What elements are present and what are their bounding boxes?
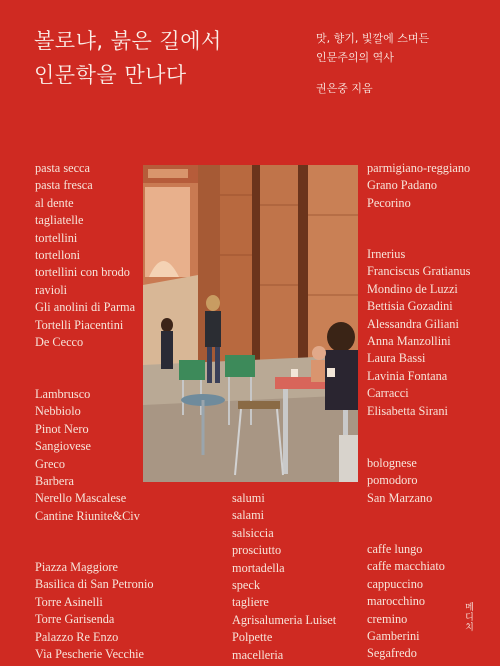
list-item: Nerello Mascalese — [35, 491, 127, 506]
list-item: Polpette — [232, 630, 273, 645]
list-item: San Marzano — [367, 490, 433, 505]
cheese-list — [367, 160, 470, 212]
list-item: pasta fresca — [35, 178, 93, 193]
list-item: Gli anolini di Parma — [35, 300, 136, 315]
list-item: Segafredo — [367, 646, 417, 661]
list-item: Cantine Riunite&Civ — [35, 508, 140, 523]
list-item: pasta secca — [35, 161, 90, 175]
publisher-logo: 메디치 — [463, 602, 473, 632]
list-item: speck — [232, 578, 260, 593]
list-item: Greco — [35, 456, 66, 471]
list-item: Torre Asinelli — [35, 594, 103, 609]
pasta-list — [35, 160, 135, 351]
list-item: Irnerius — [367, 247, 406, 261]
list-item: Agrisalumeria Luiset — [232, 612, 337, 627]
list-item: Laura Bassi — [367, 351, 426, 366]
list-item: Tortelli Piacentini — [35, 317, 124, 332]
wine-list — [35, 386, 140, 525]
list-item: Anna Manzollini — [367, 334, 451, 349]
list-item: Basilica di San Petronio — [35, 577, 154, 592]
list-item: Via Pescherie Vecchie — [35, 647, 144, 662]
list-item: pomodoro — [367, 473, 418, 488]
places-list — [35, 559, 154, 663]
subtitle-line-2: 인문주의의 역사 — [316, 51, 394, 64]
list-item: tortelloni — [35, 248, 81, 263]
list-item: Franciscus Gratianus — [367, 264, 471, 279]
list-item: marocchino — [367, 594, 426, 609]
list-item: ravioli — [35, 282, 68, 297]
sauce-list — [367, 455, 432, 507]
title-line-1: 볼로냐, 붉은 길에서 — [34, 29, 222, 53]
list-item: cappuccino — [367, 576, 423, 591]
book-subtitle — [316, 29, 429, 67]
list-item: Sangiovese — [35, 439, 92, 454]
list-item: Torre Garisenda — [35, 612, 115, 627]
list-item: Alessandra Giliani — [367, 316, 459, 331]
list-item: tagliatelle — [35, 213, 84, 228]
list-item: parmigiano-reggiano — [367, 161, 471, 175]
list-item: Elisabetta Sirani — [367, 403, 448, 418]
list-item: salsiccia — [232, 525, 274, 540]
book-title — [34, 24, 222, 92]
list-item: Nebbiolo — [35, 404, 81, 419]
list-item: Gamberini — [367, 629, 420, 644]
coffee-list — [367, 541, 445, 663]
salumi-list — [232, 490, 336, 664]
list-item: Barbera — [35, 474, 74, 489]
list-item: macelleria — [232, 647, 284, 662]
list-item: prosciutto — [232, 543, 282, 558]
list-item: Piazza Maggiore — [35, 560, 118, 574]
list-item: Palazzo Re Enzo — [35, 629, 119, 644]
list-item: Lavinia Fontana — [367, 368, 448, 383]
list-item: Bettisia Gozadini — [367, 299, 453, 314]
list-item: al dente — [35, 195, 74, 210]
list-item: salumi — [232, 491, 265, 505]
list-item: salami — [232, 508, 265, 523]
list-item: caffe lungo — [367, 542, 423, 556]
subtitle-line-1: 맛, 향기, 빛깔에 스며든 — [316, 32, 430, 45]
list-item: Mondino de Luzzi — [367, 281, 458, 296]
list-item: Grano Padano — [367, 178, 438, 193]
title-line-2: 인문학을 만나다 — [34, 63, 187, 87]
cover-photo-bologna-portico — [143, 165, 358, 482]
list-item: tortellini con brodo — [35, 265, 130, 280]
list-item: Carracci — [367, 386, 409, 401]
list-item: cremino — [367, 611, 408, 626]
list-item: tagliere — [232, 595, 269, 610]
list-item: bolognese — [367, 456, 417, 470]
list-item: Lambrusco — [35, 387, 91, 401]
list-item: Pinot Nero — [35, 421, 89, 436]
list-item: Pecorino — [367, 195, 411, 210]
list-item: mortadella — [232, 560, 285, 575]
list-item: De Cecco — [35, 335, 84, 350]
list-item: caffe macchiato — [367, 559, 445, 574]
list-item: tortellini — [35, 230, 78, 245]
people-list — [367, 246, 470, 420]
author-name: 권은중 지음 — [316, 82, 373, 95]
